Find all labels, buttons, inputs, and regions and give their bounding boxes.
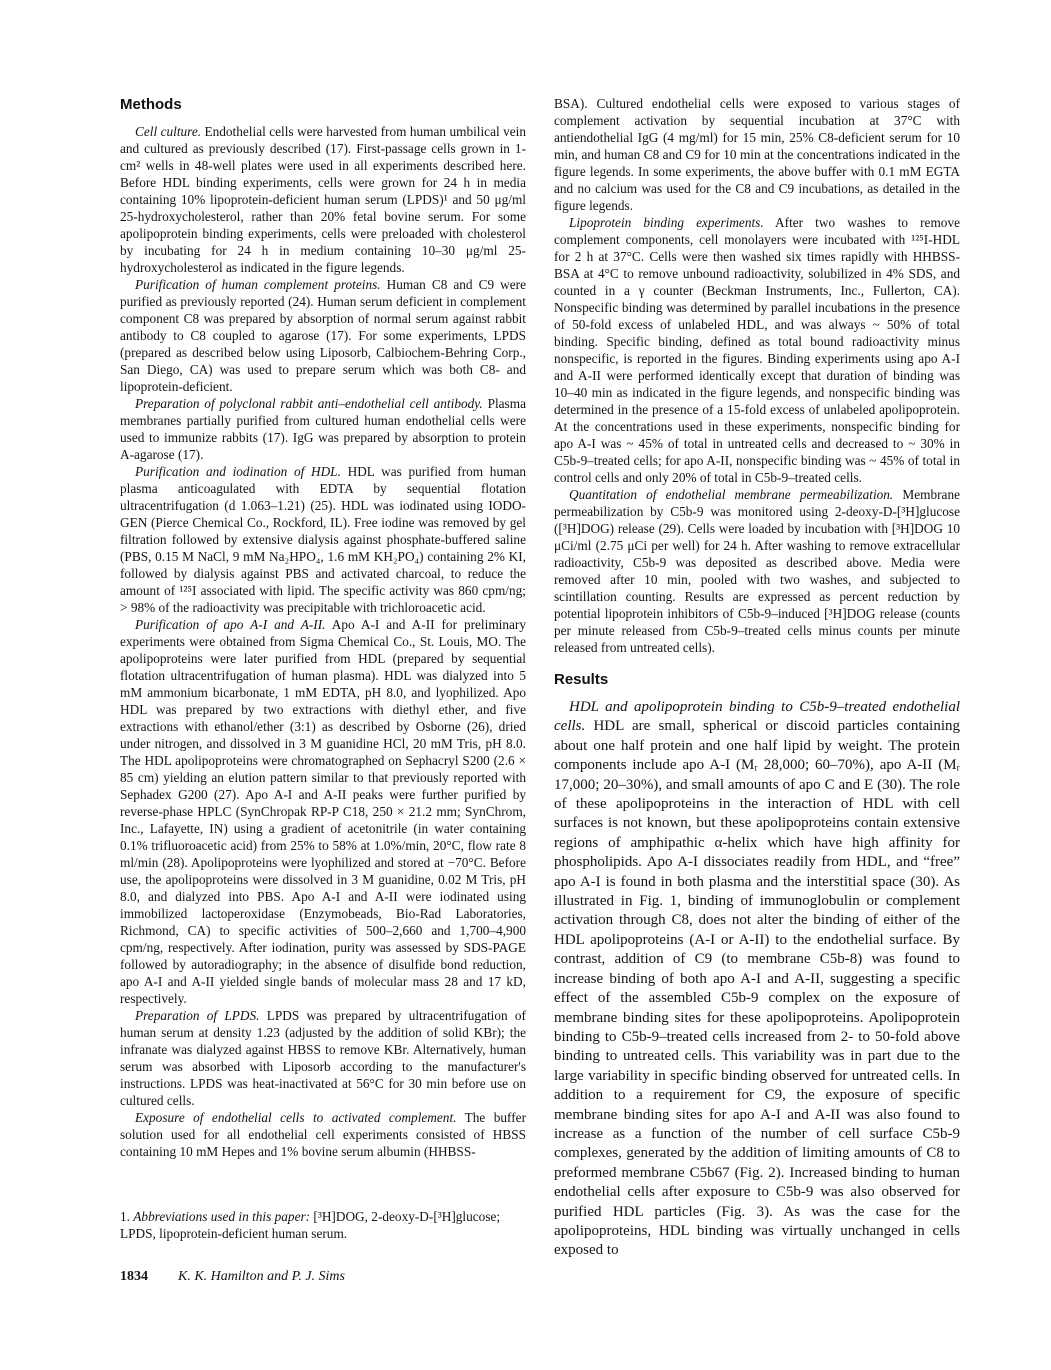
methods-paragraph-complement-exposure <box>120 1109 526 1160</box>
paragraph-lead: Quantitation of endothelial membrane permeabilization. <box>569 487 894 502</box>
methods-paragraph-hdl-iodination <box>120 463 526 616</box>
paragraph-lead: Purification and iodination of HDL. <box>135 464 341 479</box>
two-column-layout <box>120 95 960 1286</box>
methods-paragraph-antibody-preparation <box>120 395 526 463</box>
methods-paragraph-cell-culture <box>120 123 526 276</box>
paragraph-text: Apo A-I and A-II for preliminary experiments were obtained from Sigma Chemical Co., St. Louis, MO. The apolipoproteins were later purified from HDL (prepared by sequential flotation ultracentrifugation of human plasma). HDL was dialyzed into 5 mM ammonium bicarbonate, 1 mM EDTA, pH 8.0, and lyophilized. Apo HDL was prepared by two extractions with diethyl ether, and five extractions with ethanol/ether (3:1) as described by Osborne (26), dried under nitrogen, and dissolved in 3 M guanidine HCl, 20 mM Tris, pH 8.0. The HDL apolipoproteins were chromatographed on Sephacryl S200 (2.6 × 85 cm) yielding an elution pattern similar to that previously reported with Sephadex G200 (27). Apo A-I and A-II peaks were further purified by reverse-phase HPLC (SynChropak RP-P C18, 250 × 21.2 mm; SynChrom, Inc., Lafayette, IN) using a gradient of acetonitrile (in water containing 0.1% trifluoroacetic acid) from 25% to 58% at 1.0%/min, 20°C, flow rate 8 ml/min (28). Apolipoproteins were lyophilized and stored at −70°C. Before use, the apolipoproteins were dissolved in 3 M guanidine, 0.02 M Tris, pH 8.0, and dialyzed into PBS. Apo A-I and A-II were iodinated using immobilized lactoperoxidase (Enzymobeads, Bio-Rad Laboratories, Richmond, CA) to specific activities of 500–2,660 and 1,700–4,900 cpm/ng, respectively. After iodination, purity was assessed by SDS-PAGE followed by autoradiography; in the absence of disulfide bond reduction, apo A-I and A-II yielded single bands of molecular mass 28 and 17 kD, respectively. <box>120 617 526 1006</box>
paragraph-lead: Exposure of endothelial cells to activated complement. <box>135 1110 457 1125</box>
methods-paragraph-permeabilization <box>554 486 960 656</box>
paragraph-text: The buffer solution used for all endothelial cell experiments consisted of HBSS containing 10 mM Hepes and 1% bovine serum albumin (HHBSS- <box>120 1110 526 1159</box>
paragraph-text: BSA). Cultured endothelial cells were exposed to various stages of complement activation by sequential incubation at 37°C with antiendothelial IgG (4 mg/ml) for 15 min, 25% C8-deficient serum for 10 min, and human C8 and C9 for 10 min at the concentrations indicated in the figure legends. In some experiments, the above buffer with 0.1 mM EGTA and no calcium was used for the C8 and C9 incubations, as detailed in the figure legends. <box>554 96 960 213</box>
footnote-term: Abbreviations used in this paper: <box>133 1209 311 1224</box>
paragraph-text: HDL was purified from human plasma anticoagulated with EDTA by sequential flotation ultracentrifugation (d 1.063–1.21) (25). HDL was iodinated using IODO-GEN (Pierce Chemical Co., Rockford, IL). Free iodine was removed by gel filtration followed by extensive dialysis against phosphate-buffered saline (PBS, 0.15 M NaCl, 9 mM Na₂HPO₄, 1.6 mM KH₂PO₄) containing 2% KI, followed by dialysis against PBS and activated charcoal, to reduce the amount of ¹²⁵I associated with lipid. The specific activity was 860 cpm/ng; > 98% of the radioactivity was precipitable with trichloroacetic acid. <box>120 464 526 615</box>
footnote <box>120 1208 526 1242</box>
methods-paragraph-lipoprotein-binding <box>554 214 960 486</box>
running-authors: K. K. Hamilton and P. J. Sims <box>178 1269 345 1284</box>
footnote-text: [³H]DOG, 2-deoxy-D-[³H]glucose; LPDS, lipoprotein-deficient human serum. <box>120 1209 501 1241</box>
paragraph-lead: Cell culture. <box>135 124 202 139</box>
methods-paragraph-complement-purification <box>120 276 526 395</box>
page-number: 1834 <box>120 1269 148 1284</box>
paragraph-lead: Preparation of polyclonal rabbit anti–endothelial cell antibody. <box>135 396 483 411</box>
methods-paragraph-lpds-preparation <box>120 1007 526 1109</box>
paragraph-text: Plasma membranes partially purified from cultured human endothelial cells were used to immunize rabbits (17). IgG was prepared by absorption to protein A-agarose (17). <box>120 396 526 462</box>
footnote-number: 1. <box>120 1209 134 1224</box>
paragraph-lead: Purification of apo A-I and A-II. <box>135 617 326 632</box>
paragraph-lead: Purification of human complement proteins. <box>135 277 381 292</box>
paragraph-text: LPDS was prepared by ultracentrifugation of human serum at density 1.23 (adjusted by the addition of solid KBr); the infranate was dialyzed against HBSS to remove KBr. Alternatively, human serum was absorbed with Liposorb according to the manufacturer's instructions. LPDS was heat-inactivated at 56°C for 30 min before use on cultured cells. <box>120 1008 526 1108</box>
methods-paragraph-apo-purification <box>120 616 526 1007</box>
left-column <box>120 95 526 1286</box>
results-heading: Results <box>554 671 609 688</box>
results-paragraph-hdl-binding <box>554 698 960 1261</box>
methods-heading: Methods <box>120 96 182 113</box>
paragraph-text: Endothelial cells were harvested from human umbilical vein and cultured as previously described (17). First-passage cells grown in 1-cm² wells in 48-well plates were used in all experiments described here. Before HDL binding experiments, cells were grown for 24 h in media containing 10% lipoprotein-deficient human serum (LPDS)¹ and 50 μg/ml 25-hydroxycholesterol, rather than 20% fetal bovine serum. For some apolipoprotein binding experiments, cells were preloaded with cholesterol by incubating for 24 h in medium containing 10–30 μg/ml 25-hydroxycholesterol as indicated in the figure legends. <box>120 124 526 275</box>
paragraph-lead: HDL and apolipoprotein binding to C5b-9–treated endothelial cells. <box>554 699 960 735</box>
paragraph-lead: Preparation of LPDS. <box>135 1008 260 1023</box>
right-column <box>554 95 960 1286</box>
paragraph-text: HDL are small, spherical or discoid particles containing about one half protein and one half lipid by weight. The protein components include apo A-I (Mᵣ 28,000; 60–70%), apo A-II (Mᵣ 17,000; 20–30%), and small amounts of apo C and E (30). The role of these apolipoproteins in the interaction of HDL with cell surfaces is not known, but these apolipoproteins contain extensive regions of amphipathic α-helix which have high affinity for phospholipids. Apo A-I dissociates readily from HDL, and “free” apo A-I is found in both plasma and the interstitial space (30). As illustrated in Fig. 1, binding of immunoglobulin or complement activation through C8, does not alter the binding of either of the HDL apolipoproteins (A-I or A-II) to the endothelial surface. By contrast, addition of C9 (to membrane C5b-8) was found to increase binding of both apo A-I and A-II, suggesting a specific effect of the assembled C5b-9 complex on the exposure of membrane binding sites for these apolipoproteins. Apolipoprotein binding to C5b-9–treated cells increased from 2- to 50-fold above binding to untreated cells. This variability was in part due to the large variability in specific binding observed for untreated cells. In addition to a requirement for C9, the exposure of specific membrane binding sites for apo A-I and A-II was also found to increase as a function of the number of cell surface C5b-9 complexes, generated by the addition of limiting amounts of C8 to preformed membrane C5b67 (Fig. 2). Increased binding to human endothelial cells after exposure to C5b-9 was also observed for purified HDL particles (Fig. 3). As was the case for the apolipoproteins, HDL binding was virtually unchanged in cells exposed to <box>554 718 960 1259</box>
page-footer <box>120 1268 526 1286</box>
paragraph-lead: Lipoprotein binding experiments. <box>569 215 764 230</box>
paragraph-text: After two washes to remove complement components, cell monolayers were incubated with ¹²⁵I-HDL for 2 h at 37°C. Cells were then washed six times rapidly with HHBSS-BSA at 4°C to remove unbound radioactivity, solubilized in 4% SDS, and counted in a γ counter (Beckman Instruments, Inc., Fullerton, CA). Nonspecific binding was determined by parallel incubations in the presence of 50-fold excess of unlabeled HDL, and was always ~ 50% of total binding. Specific binding, defined as total bound radioactivity minus nonspecific, is reported in the figures. Binding experiments using apo A-I and A-II were performed identically except that duration of binding was 10–40 min as indicated in the figure legends, and nonspecific binding was determined in the presence of a 15-fold excess of unlabeled apolipoprotein. At the concentrations used in these experiments, nonspecific binding for apo A-I was ~ 45% of total in untreated cells and decreased to ~ 30% in C5b-9–treated cells; for apo A-II, nonspecific binding was ~ 45% of total in control cells and only 20% of total in C5b-9–treated cells. <box>554 215 960 485</box>
methods-paragraph-continued <box>554 95 960 214</box>
paragraph-text: Human C8 and C9 were purified as previously reported (24). Human serum deficient in complement component C8 was prepared by absorption of normal serum against rabbit antibody to C8 coupled to agarose (17). For some experiments, LPDS (prepared as described below using Liposorb, Calbiochem-Behring Corp., San Diego, CA) was used to prepare serum which was both C8- and lipoprotein-deficient. <box>120 277 526 394</box>
paragraph-text: Membrane permeabilization by C5b-9 was monitored using 2-deoxy-D-[³H]glucose ([³H]DOG) release (29). Cells were loaded by incubation with [³H]DOG 10 μCi/ml (2.75 μCi per well) for 24 h. After washing to remove extracellular radioactivity, C5b-9 was deposited as described above. Media were removed after 10 min, pooled with two washes, and subjected to scintillation counting. Results are expressed as percent reduction by potential lipoprotein inhibitors of C5b-9–induced [³H]DOG release (counts per minute released from C5b-9–treated cells minus counts per minute released from untreated cells). <box>554 487 961 655</box>
